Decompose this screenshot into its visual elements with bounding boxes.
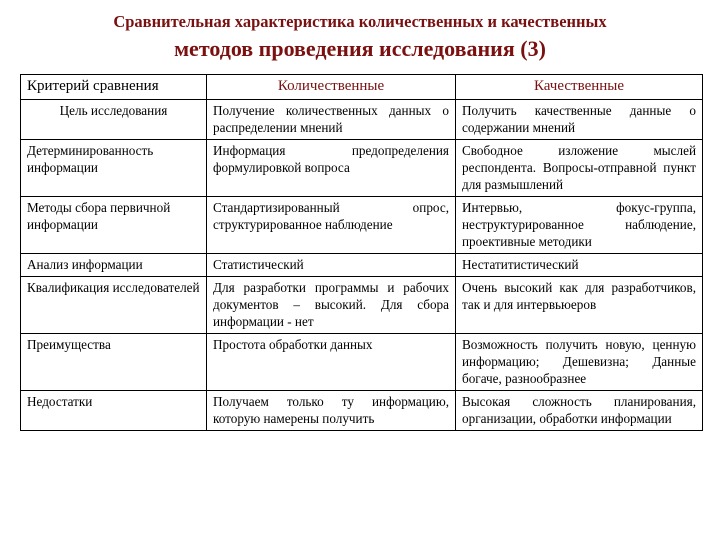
row-quantitative: Для разработки программы и рабочих документов – высокий. Для сбора информации - нет — [207, 277, 456, 334]
row-qualitative: Нестатитистический — [456, 254, 703, 277]
header-quantitative: Количественные — [207, 75, 456, 100]
row-quantitative: Информация предопределения формулировкой вопроса — [207, 140, 456, 197]
row-quantitative: Стандартизированный опрос, структурированное наблюдение — [207, 197, 456, 254]
row-qualitative: Высокая сложность планирования, организации, обработки информации — [456, 391, 703, 431]
row-quantitative: Статистический — [207, 254, 456, 277]
header-criterion: Критерий сравнения — [21, 75, 207, 100]
table-row — [21, 100, 703, 140]
row-quantitative: Простота обработки данных — [207, 334, 456, 391]
table-row — [21, 277, 703, 334]
row-criterion: Методы сбора первичной информации — [21, 197, 207, 254]
row-quantitative: Получаем только ту информацию, которую намерены получить — [207, 391, 456, 431]
row-criterion: Преимущества — [21, 334, 207, 391]
table-row — [21, 391, 703, 431]
header-qualitative: Качественные — [456, 75, 703, 100]
table-row — [21, 197, 703, 254]
row-criterion: Квалификация исследователей — [21, 277, 207, 334]
table-row — [21, 140, 703, 197]
table-row — [21, 254, 703, 277]
table-header-row — [21, 75, 703, 100]
row-qualitative: Очень высокий как для разработчиков, так и для интервьюеров — [456, 277, 703, 334]
title-line-2: методов проведения исследования (3) — [174, 36, 546, 61]
row-qualitative: Возможность получить новую, ценную информацию; Дешевизна; Данные богаче, разнообразнее — [456, 334, 703, 391]
table-row — [21, 334, 703, 391]
row-criterion: Недостатки — [21, 391, 207, 431]
row-qualitative: Получить качественные данные о содержании мнений — [456, 100, 703, 140]
row-quantitative: Получение количественных данных о распределении мнений — [207, 100, 456, 140]
row-qualitative: Свободное изложение мыслей респондента. Вопросы-отправной пункт для размышлений — [456, 140, 703, 197]
title-line-1: Сравнительная характеристика количественных и качественных — [113, 12, 607, 31]
row-qualitative: Интервью, фокус-группа, неструктурированное наблюдение, проективные методики — [456, 197, 703, 254]
row-criterion: Цель исследования — [21, 100, 207, 140]
row-criterion: Детерминированность информации — [21, 140, 207, 197]
row-criterion: Анализ информации — [21, 254, 207, 277]
comparison-table — [20, 74, 703, 431]
